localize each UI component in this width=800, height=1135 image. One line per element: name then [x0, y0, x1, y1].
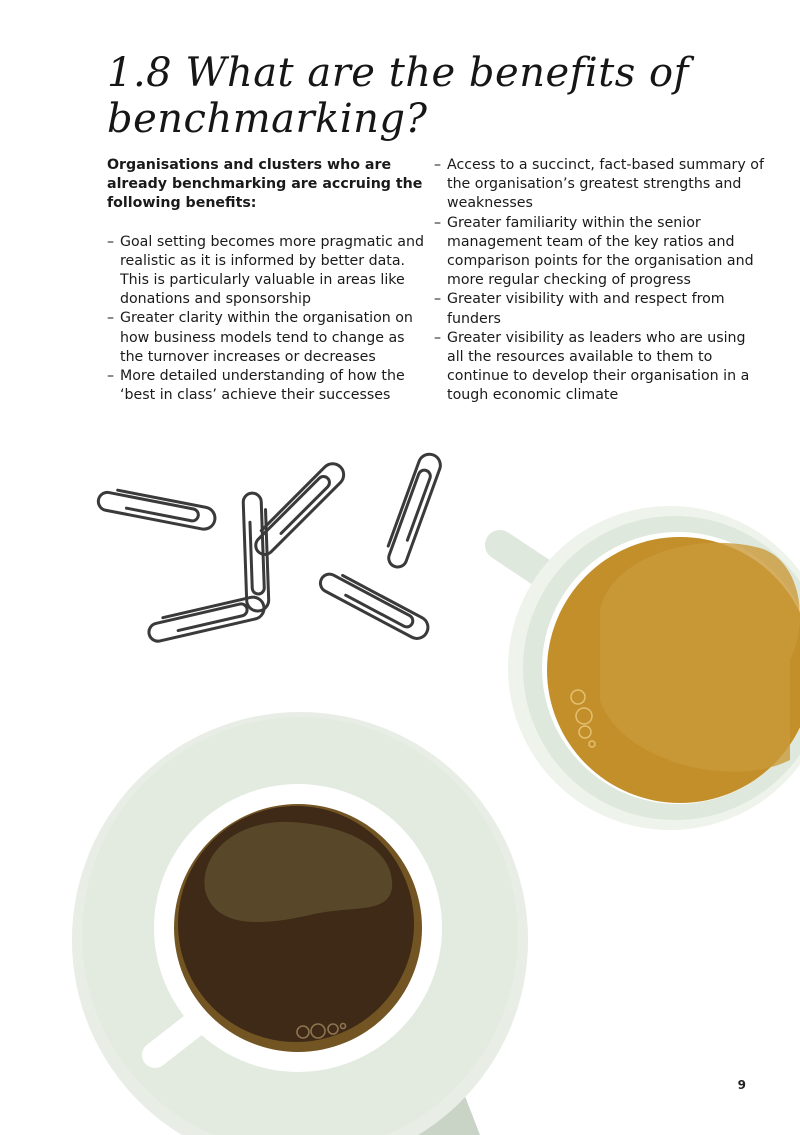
- right-benefit-list: [434, 156, 764, 406]
- right-column: [434, 156, 764, 406]
- benefit-item: – Access to a succinct, fact-based summary of the organisation’s greatest strengths and weaknesses: [434, 156, 764, 214]
- left-column: [107, 156, 425, 405]
- page-number: 9: [737, 1078, 746, 1092]
- intro-text: Organisations and clusters who are already benchmarking are accruing the following benefits:: [107, 157, 423, 212]
- tea-highlight: [600, 543, 800, 772]
- paperclip-3: [382, 451, 443, 569]
- benefit-item: – More detailed understanding of how the ‘best in class’ achieve their successes: [107, 367, 425, 405]
- benefit-item: – Greater visibility with and respect from funders: [434, 290, 764, 328]
- tea-cup: [500, 506, 800, 830]
- benefit-item: – Greater visibility as leaders who are using all the resources available to them to continue to develop their organisation in a tough economic climate: [434, 329, 764, 406]
- benefit-item: – Greater clarity within the organisation on how business models tend to change as the turnover increases or decreases: [107, 309, 425, 367]
- benefit-item: – Goal setting becomes more pragmatic and realistic as it is informed by better data. This is particularly valuable in areas like donations and sponsorship: [107, 233, 425, 310]
- coffee-cup: [72, 712, 528, 1135]
- paperclip-4: [243, 493, 269, 612]
- page-title: 1.8 What are the benefits of benchmarking?: [107, 50, 689, 142]
- paperclip-6: [317, 567, 432, 642]
- benefit-item: – Greater familiarity within the senior management team of the key ratios and comparison points for the organisation and more regular checking of progress: [434, 214, 764, 291]
- paperclip-1: [97, 487, 217, 531]
- left-benefit-list: [107, 233, 425, 406]
